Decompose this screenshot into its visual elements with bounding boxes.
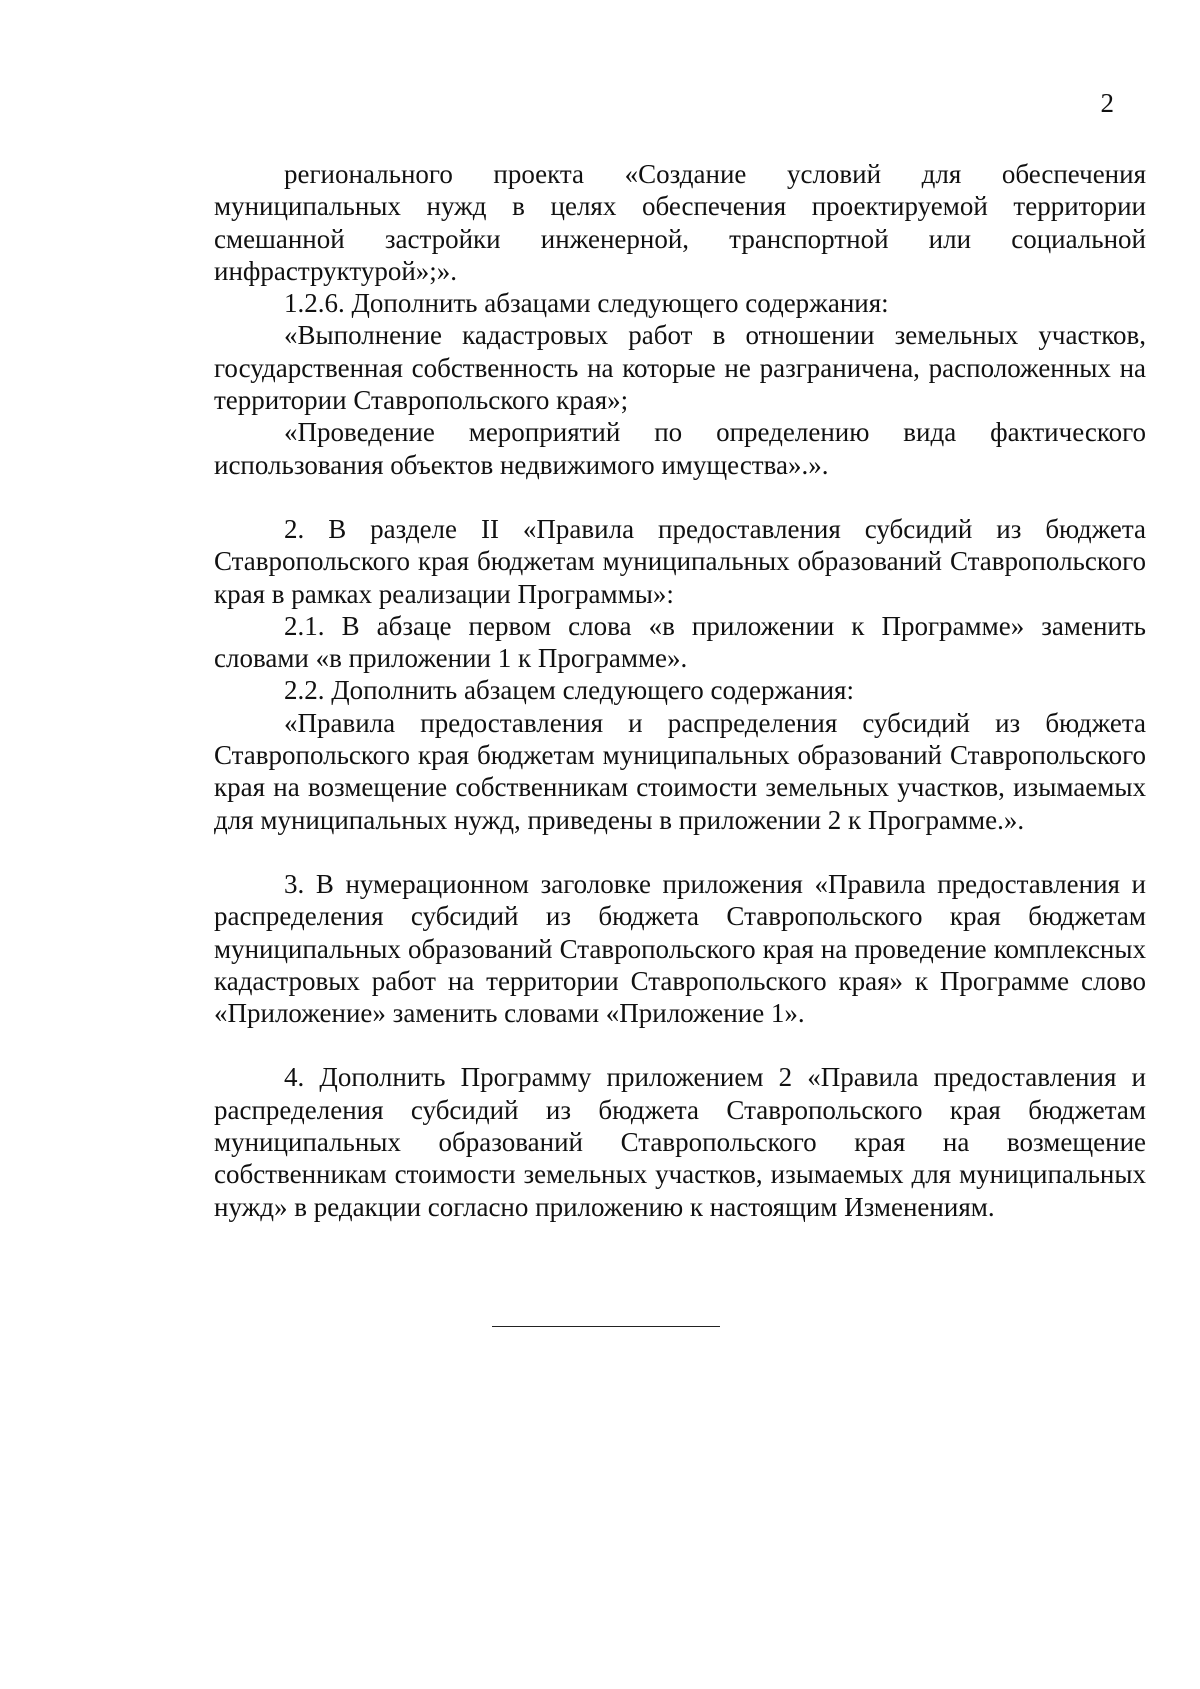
page-number: 2 [1100, 88, 1114, 118]
paragraph-quote-subsidy-rules: «Правила предоставления и распределения субсидий из бюджета Ставропольского края бюджетам муниципальных образований Ставропольского края на возмещение собственникам стоимости земельных участков, изымаемых для муниципальных нужд, приведены в приложении 2 к Программе.». [214, 707, 1146, 835]
paragraph-continuation: регионального проекта «Создание условий для обеспечения муниципальных нужд в целях обеспечения проектируемой территории смешанной застройки инженерной, транспортной или социальной инфраструктурой»;». [214, 159, 1146, 286]
document-body [214, 158, 1146, 1223]
paragraph-item-2: 2. В разделе II «Правила предоставления субсидий из бюджета Ставропольского края бюджетам муниципальных образований Ставропольского края в рамках реализации Программы»: [214, 513, 1146, 609]
paragraph-item-2-2: 2.2. Дополнить абзацем следующего содержания: [284, 675, 854, 706]
paragraph-item-3: 3. В нумерационном заголовке приложения «Правила предоставления и распределения субсидий из бюджета Ставропольского края бюджетам муниципальных образований Ставропольского края на проведение комплексных кадастровых работ на территории Ставропольского края» к Программе слово «Приложение» заменить словами «Приложение 1». [214, 868, 1146, 1029]
paragraph-quote-actual-use: «Проведение мероприятий по определению вида фактического использования объектов недвижимого имущества».». [214, 417, 1146, 480]
paragraph-1-2-6: 1.2.6. Дополнить абзацами следующего содержания: [284, 288, 889, 319]
closing-horizontal-rule [492, 1326, 720, 1327]
paragraph-item-2-1: 2.1. В абзаце первом слова «в приложении к Программе» заменить словами «в приложении 1 к Программе». [214, 610, 1146, 674]
paragraph-item-4: 4. Дополнить Программу приложением 2 «Правила предоставления и распределения субсидий из бюджета Ставропольского края бюджетам муниципальных образований Ставропольского края на возмещение собственникам стоимости земельных участков, изымаемых для муниципальных нужд» в редакции согласно приложению к настоящим Изменениям. [214, 1062, 1146, 1222]
paragraph-quote-cadastral-works: «Выполнение кадастровых работ в отношении земельных участков, государственная собственность на которые не разграничена, расположенных на территории Ставропольского края»; [214, 320, 1146, 416]
